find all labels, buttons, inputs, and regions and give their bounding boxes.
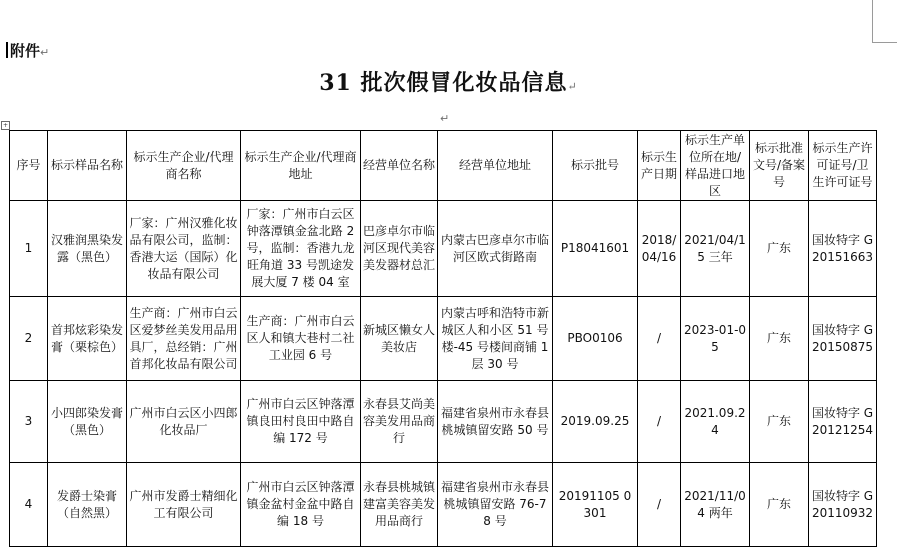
cell-no: 4 [10, 463, 48, 547]
cell-sample-name: 首邦炫彩染发膏（栗棕色） [48, 297, 127, 381]
header-cell: 标示样品名称 [48, 131, 127, 201]
cell-approval: 广东 [750, 381, 809, 463]
cell-seller: 新城区懒女人美妆店 [361, 297, 438, 381]
header-cell: 序号 [10, 131, 48, 201]
cell-seller: 永春县艾尚美容美发用品商行 [361, 381, 438, 463]
cell-sample-name: 汉雅润黑染发露（黑色） [48, 201, 127, 297]
cell-license: 国妆特字 G20110932 [809, 463, 877, 547]
table-row [10, 297, 877, 381]
cell-sample-name: 小四郎染发膏（黑色） [48, 381, 127, 463]
header-cell: 标示生产单位所在地/样品进口地区 [681, 131, 750, 201]
cell-seller-address: 内蒙古呼和浩特市新城区人和小区 51 号楼-45 号楼间商铺 1 层 30 号 [438, 297, 553, 381]
cell-maker-address: 广州市白云区钟落潭镇良田村良田中路自编 172 号 [241, 381, 361, 463]
paragraph-mark-icon: ↵ [440, 112, 450, 125]
cell-no: 2 [10, 297, 48, 381]
cell-maker: 广州市发爵士精细化工有限公司 [127, 463, 241, 547]
header-cell: 标示生产企业/代理商名称 [127, 131, 241, 201]
cell-batch: P18041601 [553, 201, 638, 297]
text-cursor [6, 42, 8, 58]
paragraph-mark-icon: ↵ [40, 46, 50, 59]
cell-maker: 广州市白云区小四郎化妆品厂 [127, 381, 241, 463]
document-title-text: 31 批次假冒化妆品信息 [319, 70, 568, 96]
cell-seller-address: 福建省泉州市永春县桃城镇留安路 50 号 [438, 381, 553, 463]
cell-seller-address: 福建省泉州市永春县桃城镇留安路 76-78 号 [438, 463, 553, 547]
cell-no: 3 [10, 381, 48, 463]
page-corner-mark [872, 0, 897, 43]
cell-region: 2021/04/15 三年 [681, 201, 750, 297]
header-cell: 经营单位名称 [361, 131, 438, 201]
cell-region: 2021/11/04 两年 [681, 463, 750, 547]
cell-batch: 20191105 0301 [553, 463, 638, 547]
header-cell: 标示批号 [553, 131, 638, 201]
cell-license: 国妆特字 G20151663 [809, 201, 877, 297]
table-row [10, 463, 877, 547]
cell-production-date: / [638, 381, 681, 463]
cosmetics-info-table [9, 130, 877, 547]
document-title [0, 66, 897, 97]
paragraph-mark-icon: ↵ [567, 80, 578, 93]
cell-batch: PBO0106 [553, 297, 638, 381]
cell-seller-address: 内蒙古巴彦卓尔市临河区欧式街路南 [438, 201, 553, 297]
cell-no: 1 [10, 201, 48, 297]
header-cell: 标示生产日期 [638, 131, 681, 201]
cell-region: 2023-01-05 [681, 297, 750, 381]
table-row [10, 381, 877, 463]
cell-license: 国妆特字 G20121254 [809, 381, 877, 463]
header-cell: 标示生产企业/代理商地址 [241, 131, 361, 201]
cell-approval: 广东 [750, 463, 809, 547]
cell-maker-address: 厂家：广州市白云区钟落潭镇金盆北路 2 号，监制：香港九龙旺角道 33 号凯途发展大厦 7 楼 04 室 [241, 201, 361, 297]
cell-region: 2021.09.24 [681, 381, 750, 463]
cell-production-date: 2018/04/16 [638, 201, 681, 297]
cell-seller: 巴彦卓尔市临河区现代美容美发器材总汇 [361, 201, 438, 297]
cell-approval: 广东 [750, 297, 809, 381]
cell-production-date: / [638, 463, 681, 547]
table-header-row [10, 131, 877, 201]
cell-approval: 广东 [750, 201, 809, 297]
cell-seller: 永春县桃城镇建富美容美发用品商行 [361, 463, 438, 547]
cell-production-date: / [638, 297, 681, 381]
cell-maker-address: 生产商：广州市白云区人和镇大巷村二社工业园 6 号 [241, 297, 361, 381]
cell-sample-name: 发爵士染膏（自然黑） [48, 463, 127, 547]
cell-license: 国妆特字 G20150875 [809, 297, 877, 381]
cell-maker-address: 广州市白云区钟落潭镇金盆村金盆中路自编 18 号 [241, 463, 361, 547]
cell-maker: 生产商：广州市白云区爱梦丝美发用品用具厂，总经销：广州首邦化妆品有限公司 [127, 297, 241, 381]
header-cell: 经营单位地址 [438, 131, 553, 201]
table-row [10, 201, 877, 297]
table-move-handle-icon[interactable]: + [2, 122, 9, 129]
header-cell: 标示生产许可证号/卫生许可证号 [809, 131, 877, 201]
cell-batch: 2019.09.25 [553, 381, 638, 463]
cell-maker: 厂家：广州汉雅化妆品有限公司，监制：香港大运（国际）化妆品有限公司 [127, 201, 241, 297]
header-cell: 标示批准文号/备案号 [750, 131, 809, 201]
attachment-text: 附件 [10, 42, 41, 60]
attachment-label [6, 40, 49, 61]
